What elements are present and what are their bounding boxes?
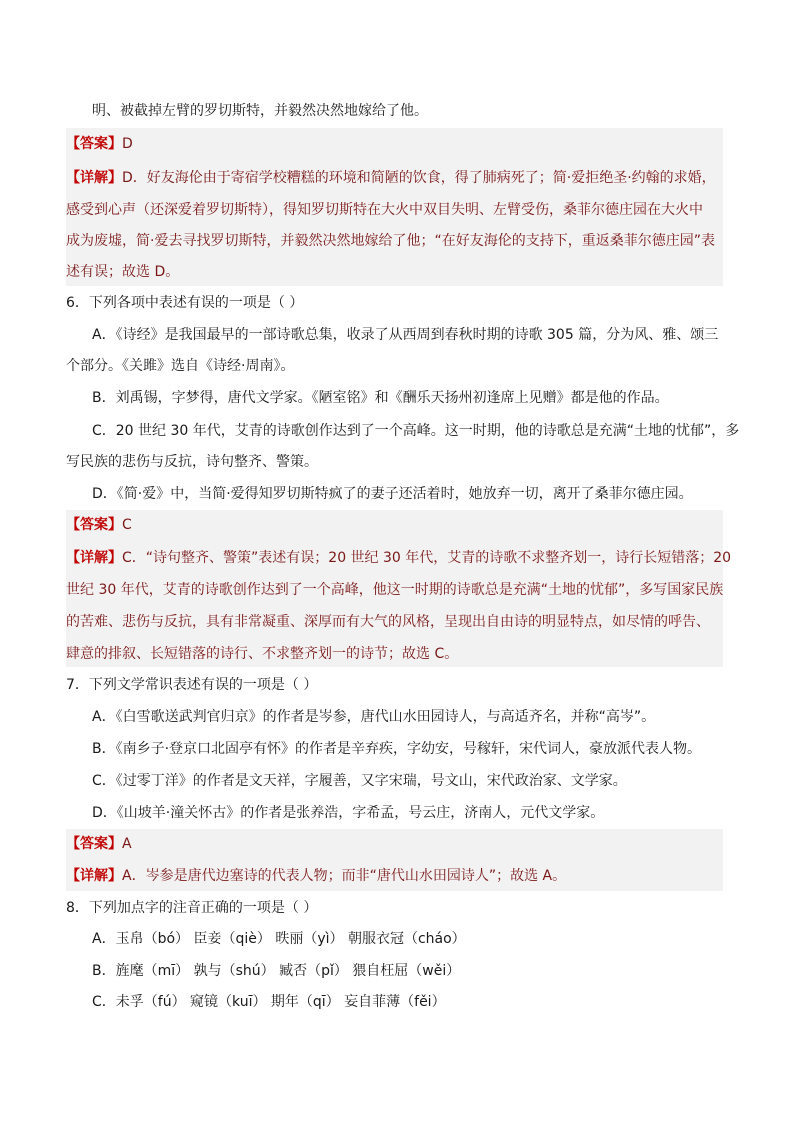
question-7-option: A．《白雪歌送武判官归京》的作者是岑参，唐代山水田园诗人，与高适齐名，并称“高岑”。 — [92, 709, 656, 725]
question-8-option: C．未孚（fú） 窥镜（kuī） 期年（qī） 妄自菲薄（fěi） — [92, 994, 446, 1010]
question-6-option: A．《诗经》是我国最早的一部诗歌总集，收录了从西周到春秋时期的诗歌 305 篇，分为风、雅、颂三 — [92, 327, 719, 343]
question-8-option: B．旌麾（mī） 孰与（shú） 臧否（pǐ） 猥自枉屈（wěi） — [92, 963, 461, 979]
answer-value: D — [122, 136, 133, 152]
question-7-option: B．《南乡子·登京口北固亭有怀》的作者是辛弃疾，字幼安，号稼轩，宋代词人，豪放派代表人物。 — [92, 741, 702, 757]
question-6-option: 写民族的悲伤与反抗，诗句整齐、警策。 — [66, 454, 318, 470]
detail-line: 感受到心声（还深爱着罗切斯特），得知罗切斯特在大火中双目失明、左臂受伤，桑菲尔德庄园在大火中 — [66, 202, 703, 218]
detail-tag: 【详解】 — [66, 170, 122, 186]
detail-line — [66, 168, 716, 188]
question-8-option: A．玉帛（bó） 臣妾（qiè） 昳丽（yì） 朝服衣冠（cháo） — [92, 931, 466, 947]
detail-text: C．“诗句整齐、警策”表述有误；20 世纪 30 年代，艾青的诗歌不求整齐划一，诗行长短错落；20 — [122, 550, 732, 566]
question-7-stem: 7．下列文学常识表述有误的一项是（ ） — [66, 677, 318, 693]
question-6-option: C．20 世纪 30 年代，艾青的诗歌创作达到了一个高峰。这一时期，他的诗歌总是充满“土地的忧郁”，多 — [92, 423, 740, 439]
question-6-option: 个部分。《关雎》选自《诗经·周南》。 — [66, 358, 295, 374]
answer-block-7 — [66, 829, 723, 891]
detail-tag: 【详解】 — [66, 550, 122, 566]
question-6-option: B．刘禹锡，字梦得，唐代文学家。《陋室铭》和《酬乐天扬州初逢席上见赠》都是他的作品。 — [92, 390, 669, 406]
answer-tag: 【答案】 — [66, 136, 122, 152]
detail-line: 成为废墟，简·爱去寻找罗切斯特，并毅然决然地嫁给了他；“在好友海伦的支持下，重返桑菲尔德庄园”表 — [66, 233, 715, 249]
detail-line — [66, 548, 731, 568]
answer-block-5 — [66, 128, 723, 286]
question-8-stem: 8．下列加点字的注音正确的一项是（ ） — [66, 900, 318, 916]
intro-line: 明、被截掉左臂的罗切斯特，并毅然决然地嫁给了他。 — [92, 103, 428, 119]
question-7-option: D．《山坡羊·潼关怀古》的作者是张养浩，字希孟，号云庄，济南人，元代文学家。 — [92, 805, 605, 821]
answer-block-6 — [66, 510, 732, 667]
detail-line: 肆意的排叙、长短错落的诗行、不求整齐划一的诗节；故选 C。 — [66, 646, 459, 662]
answer-value: A — [122, 836, 132, 852]
answer-line-7 — [66, 834, 132, 854]
question-6-option: D．《简·爱》中，当简·爱得知罗切斯特疯了的妻子还活着时，她放弃一切，离开了桑菲尔德庄园。 — [92, 486, 693, 502]
answer-tag: 【答案】 — [66, 517, 122, 533]
question-6-stem: 6．下列各项中表述有误的一项是（ ） — [66, 295, 304, 311]
answer-line-6 — [66, 515, 132, 535]
answer-tag: 【答案】 — [66, 836, 122, 852]
detail-text: A．岑参是唐代边塞诗的代表人物；而非“唐代山水田园诗人”；故选 A。 — [122, 868, 567, 884]
detail-tag: 【详解】 — [66, 868, 122, 884]
detail-line: 世纪 30 年代，艾青的诗歌创作达到了一个高峰，他这一时期的诗歌总是充满“土地的忧郁”，多写国家民族 — [66, 582, 724, 598]
answer-value: C — [122, 517, 132, 533]
detail-line: 的苦难、悲伤与反抗，具有非常凝重、深厚而有大气的风格，呈现出自由诗的明显特点，如尽情的呼告、 — [66, 614, 710, 630]
question-7-option: C．《过零丁洋》的作者是文天祥，字履善，又字宋瑞，号文山，宋代政治家、文学家。 — [92, 773, 627, 789]
detail-line: 述有误；故选 D。 — [66, 264, 180, 280]
detail-line — [66, 866, 566, 886]
detail-text: D．好友海伦由于寄宿学校糟糕的环境和简陋的饮食，得了肺病死了；简·爱拒绝圣·约翰的求婚， — [122, 170, 716, 186]
answer-line-5 — [66, 134, 133, 154]
